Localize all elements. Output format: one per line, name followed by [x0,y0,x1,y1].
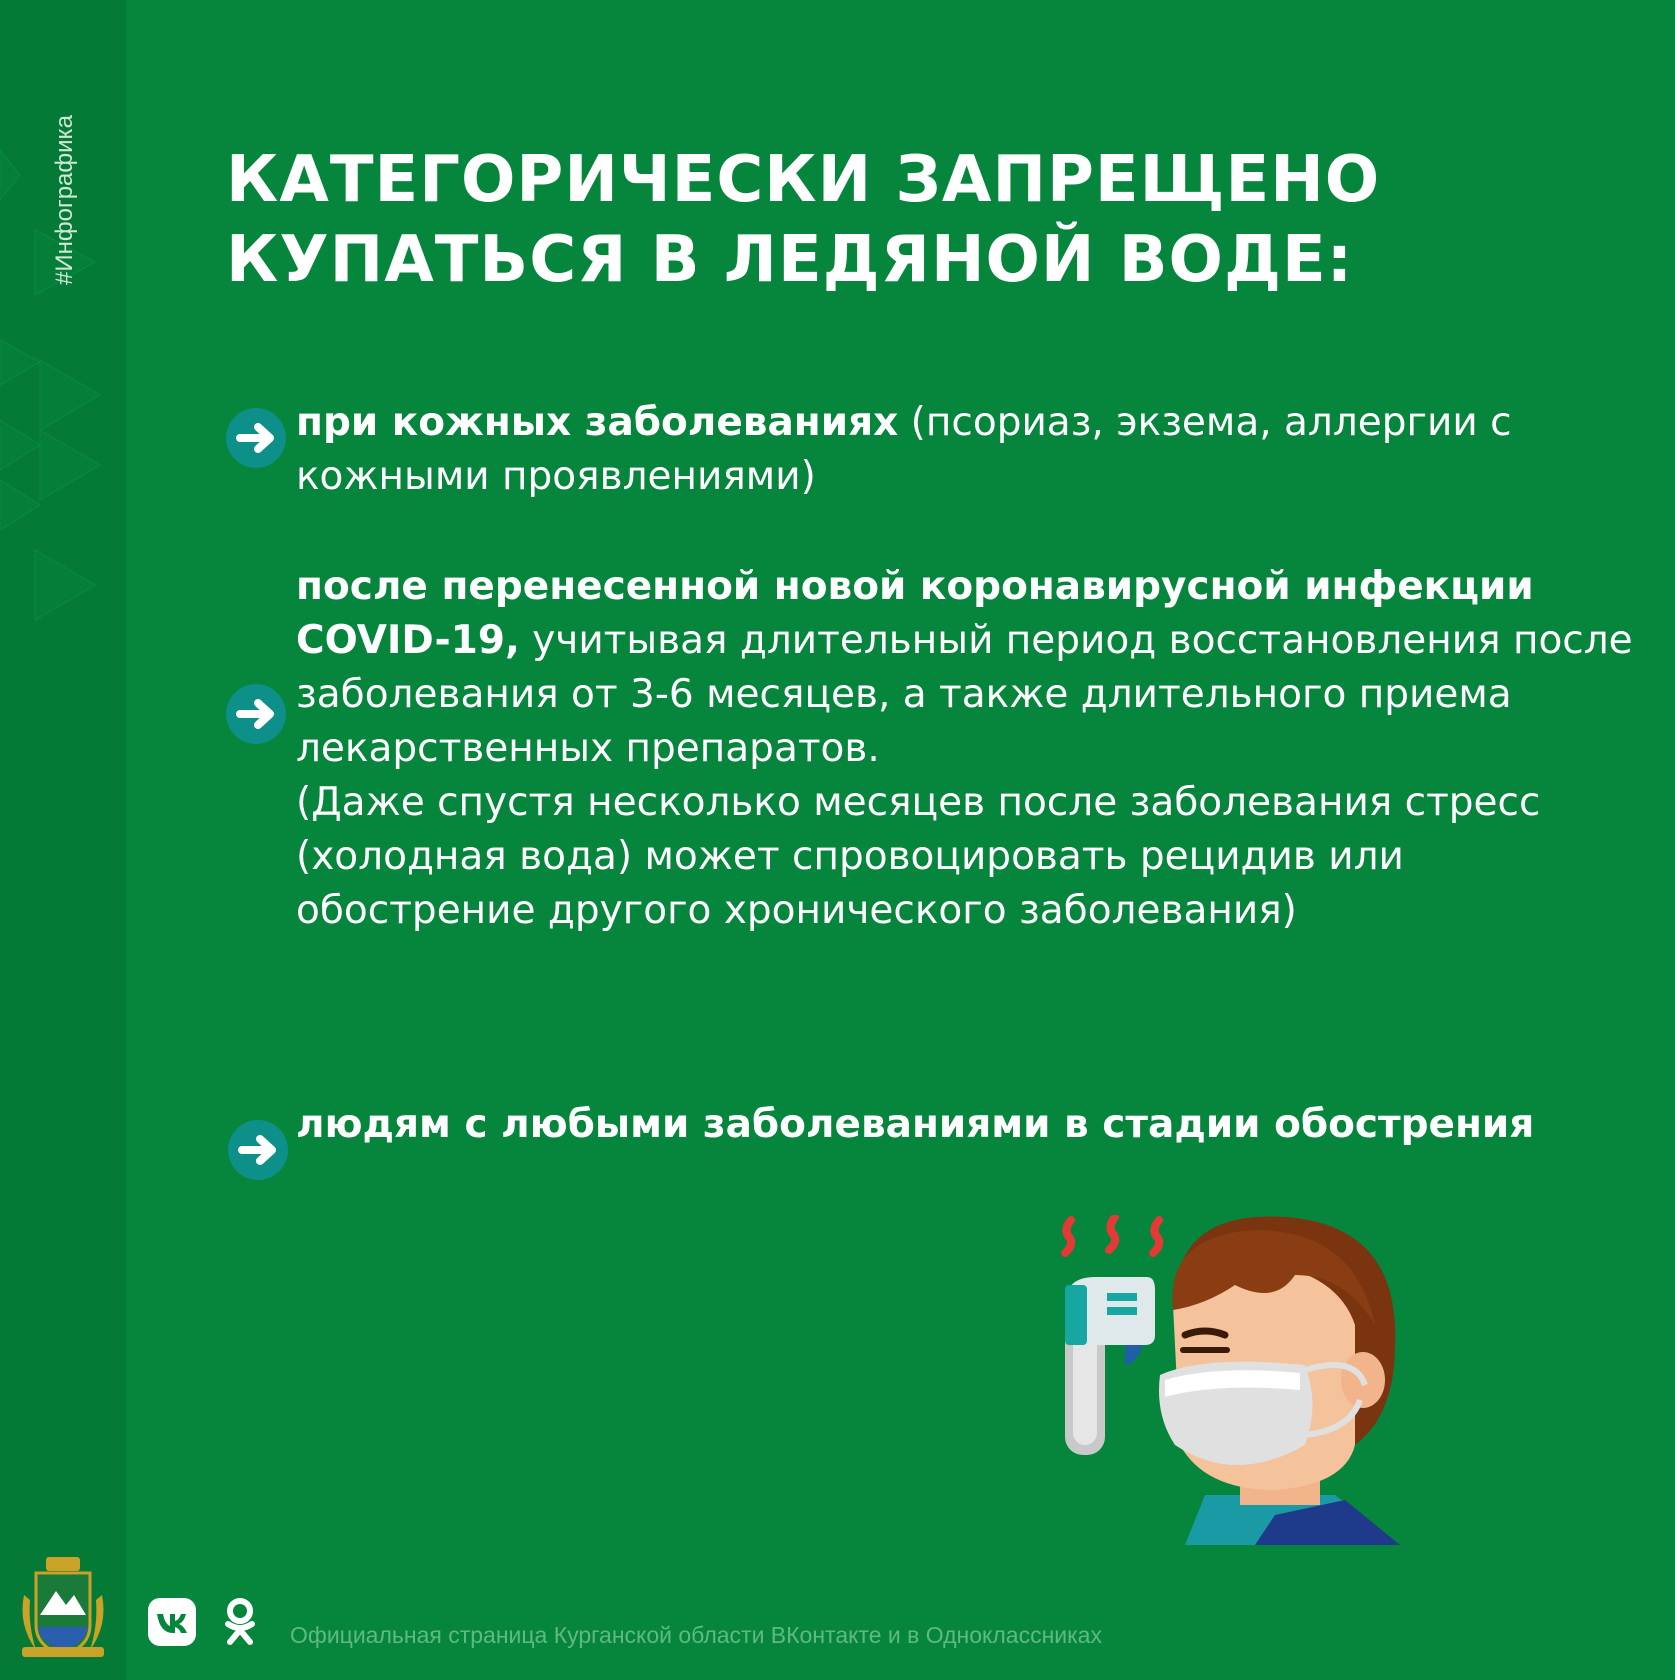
arrow-right-icon [226,408,286,468]
coat-of-arms-icon [16,1555,110,1665]
item-text [296,1098,1636,1152]
vk-icon[interactable] [148,1598,196,1646]
item-note-text: (Даже спустя несколько месяцев после заболевания стресс (холодная вода) может спровоцировать рецидив или обострение другого хронического заболевания) [296,780,1541,933]
hashtag-label: #Инфографика [51,115,78,285]
footer-caption: Официальная страница Курганской области ВКонтакте и в Одноклассниках [290,1622,1102,1648]
masked-person-thermometer-illustration [1055,1215,1405,1555]
title-line-1: КАТЕГОРИЧЕСКИ ЗАПРЕЩЕНО [226,143,1381,217]
sidebar [0,0,126,1680]
odnoklassniki-icon[interactable] [216,1598,264,1646]
item-regular-text: учитывая длительный период восстановления после заболевания от 3-6 месяцев, а также длительного приема лекарственных препаратов. [296,618,1633,771]
page-title [226,140,1606,300]
title-line-2: КУПАТЬСЯ В ЛЕДЯНОЙ ВОДЕ: [226,223,1354,297]
item-bold-text: при кожных заболеваниях [296,400,899,445]
item-regular-text: (псориаз, экзема, аллергии с кожными проявлениями) [296,400,1512,499]
item-bold-text: людям с любыми заболеваниями в стадии обострения [296,1102,1535,1147]
item-text [296,560,1636,938]
arrow-right-icon [226,684,286,744]
item-bold-text: после перенесенной новой коронавирусной инфекции COVID-19, [296,564,1534,663]
arrow-right-icon [228,1120,288,1180]
item-text [296,396,1636,504]
